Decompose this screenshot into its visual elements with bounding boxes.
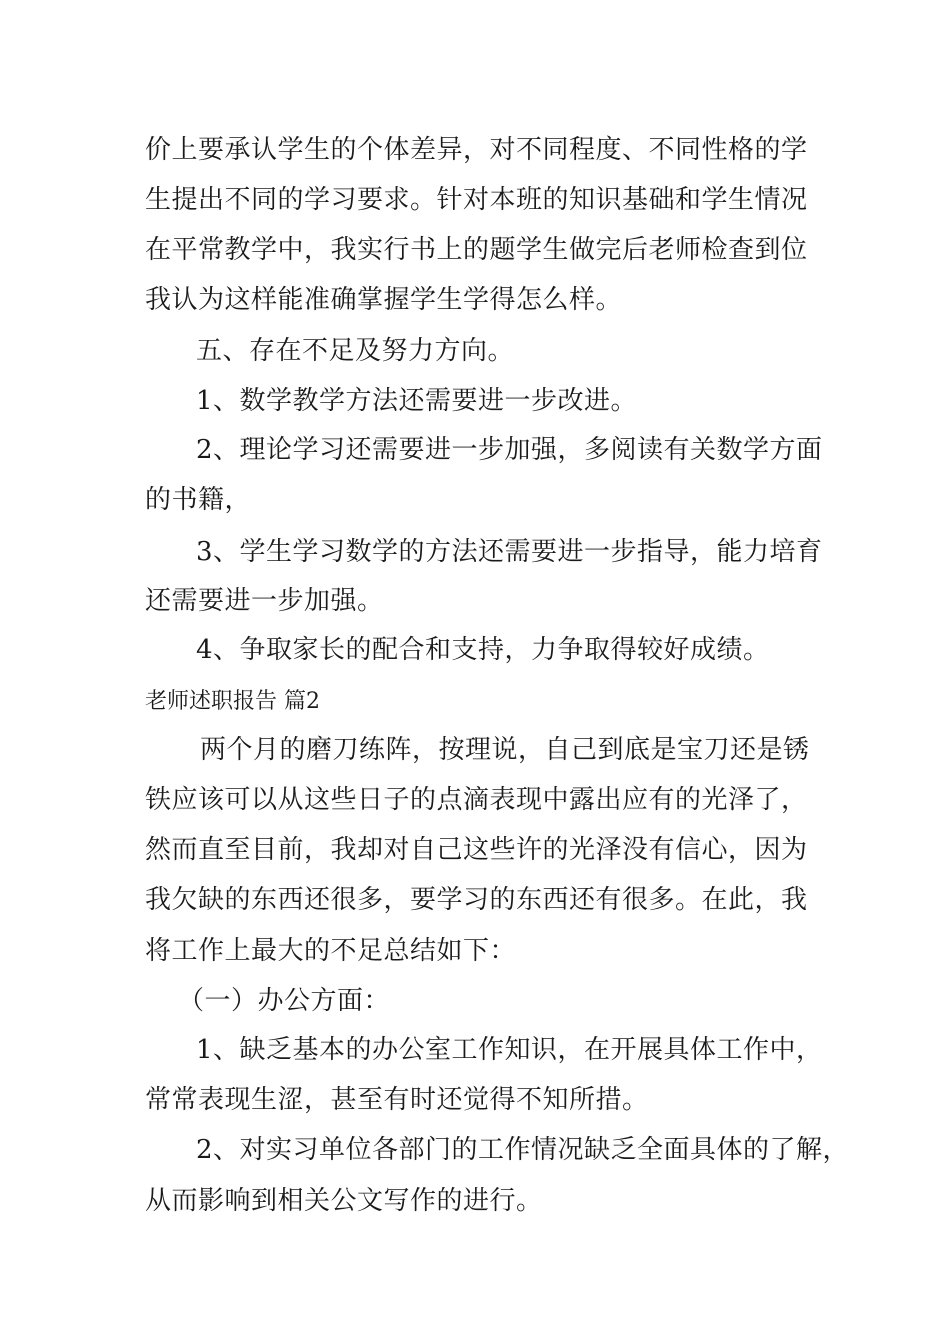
text-line: 我认为这样能准确掌握学生学得怎么样。 [145, 285, 623, 315]
list-item: 4、争取家长的配合和支持，力争取得较好成绩。 [196, 635, 770, 665]
list-item: 2、理论学习还需要进一步加强，多阅读有关数学方面 [196, 435, 823, 465]
list-item: 1、缺乏基本的办公室工作知识，在开展具体工作中， [196, 1035, 823, 1065]
article-title: 老师述职报告 篇2 [145, 689, 320, 714]
text-line: 常常表现生涩，甚至有时还觉得不知所措。 [145, 1085, 649, 1115]
text-line: 铁应该可以从这些日子的点滴表现中露出应有的光泽了， [145, 785, 808, 815]
subsection-heading: （一）办公方面： [178, 986, 391, 1016]
text-line: 还需要进一步加强。 [145, 586, 384, 616]
text-line: 生提出不同的学习要求。针对本班的知识基础和学生情况 [145, 185, 808, 215]
list-item: 3、学生学习数学的方法还需要进一步指导，能力培育 [196, 537, 823, 567]
text-line: 我欠缺的东西还很多，要学习的东西还有很多。在此，我 [145, 885, 808, 915]
text-line: 两个月的磨刀练阵，按理说，自己到底是宝刀还是锈 [200, 735, 810, 765]
text-line: 的书籍， [145, 485, 252, 515]
text-line: 价上要承认学生的个体差异，对不同程度、不同性格的学 [145, 135, 808, 165]
text-line: 然而直至目前，我却对自己这些许的光泽没有信心，因为 [145, 835, 808, 865]
list-item: 2、对实习单位各部门的工作情况缺乏全面具体的了解， [196, 1135, 850, 1165]
text-line: 从而影响到相关公文写作的进行。 [145, 1186, 543, 1216]
text-line: 在平常教学中，我实行书上的题学生做完后老师检查到位 [145, 235, 808, 265]
section-heading: 五、存在不足及努力方向。 [196, 336, 515, 366]
list-item: 1、数学教学方法还需要进一步改进。 [196, 386, 638, 416]
text-line: 将工作上最大的不足总结如下： [145, 936, 517, 966]
